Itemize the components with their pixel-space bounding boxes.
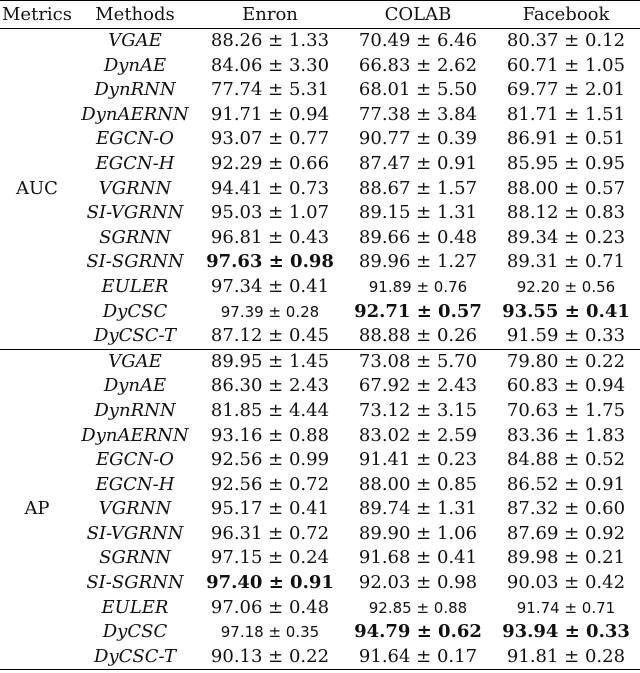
table-row [0,54,640,79]
colab-value: 87.47 ± 0.91 [358,152,478,174]
header-metrics: Metrics [2,4,72,25]
enron-value: 84.06 ± 3.30 [210,54,330,76]
enron-value: 97.15 ± 0.24 [210,547,330,569]
table-row [0,177,640,202]
table-row [0,645,640,670]
colab-value: 92.85 ± 0.88 [368,598,468,617]
enron-value: 92.29 ± 0.66 [210,152,330,174]
method-name: EGCN-O [96,449,174,471]
facebook-value: 81.71 ± 1.51 [506,103,626,125]
colab-value: 70.49 ± 6.46 [358,30,478,51]
method-name: DynAE [103,54,167,76]
enron-value: 81.85 ± 4.44 [210,399,330,421]
facebook-value: 93.94 ± 0.33 [502,621,630,643]
enron-value: 95.03 ± 1.07 [210,202,330,224]
colab-value: 92.71 ± 0.57 [354,300,482,322]
method-name: SI-SGRNN [86,251,184,273]
table-row [0,546,640,571]
method-name: DynRNN [94,79,176,101]
method-name: SGRNN [99,547,171,569]
enron-value: 97.63 ± 0.98 [206,251,334,273]
table-row [0,152,640,177]
method-name: DyCSC-T [94,645,176,667]
enron-value: 89.95 ± 1.45 [210,350,330,372]
facebook-value: 79.80 ± 0.22 [506,350,626,372]
facebook-value: 87.32 ± 0.60 [506,498,626,520]
enron-value: 87.12 ± 0.45 [210,325,330,347]
table-row [0,522,640,547]
table-row [0,226,640,251]
colab-value: 92.03 ± 0.98 [358,572,478,594]
metric-label: AP [24,498,50,520]
enron-value: 97.34 ± 0.41 [210,275,330,297]
enron-value: 91.71 ± 0.94 [210,103,330,125]
colab-value: 91.41 ± 0.23 [358,449,478,471]
facebook-value: 88.00 ± 0.57 [506,177,626,199]
facebook-value: 92.20 ± 0.56 [516,277,616,296]
facebook-value: 89.34 ± 0.23 [506,226,626,248]
facebook-value: 87.69 ± 0.92 [506,522,626,544]
facebook-value: 91.74 ± 0.71 [516,598,616,617]
enron-value: 77.74 ± 5.31 [210,79,330,101]
table-row [0,275,640,300]
enron-value: 90.13 ± 0.22 [210,645,330,667]
colab-value: 94.79 ± 0.62 [354,621,482,643]
colab-value: 68.01 ± 5.50 [358,79,478,101]
table-row [0,448,640,473]
header-facebook: Facebook [522,4,610,25]
facebook-value: 69.77 ± 2.01 [506,79,626,101]
table-row [0,424,640,449]
header-enron: Enron [242,4,298,25]
method-name: DynAE [103,375,167,397]
enron-value: 93.07 ± 0.77 [210,128,330,150]
colab-value: 88.88 ± 0.26 [358,325,478,347]
facebook-value: 88.12 ± 0.83 [506,202,626,224]
colab-value: 89.15 ± 1.31 [358,202,478,224]
enron-value: 97.18 ± 0.35 [220,623,320,642]
table-row [0,349,640,374]
enron-value: 97.39 ± 0.28 [220,302,320,321]
table-row [0,250,640,275]
table-row [0,596,640,621]
facebook-value: 91.59 ± 0.33 [506,325,626,347]
enron-value: 88.26 ± 1.33 [210,30,330,51]
table-row [0,571,640,596]
method-name: DynAERNN [81,424,189,446]
method-name: DyCSC [102,300,168,322]
table-row [0,78,640,103]
method-name: EULER [101,596,169,618]
colab-value: 66.83 ± 2.62 [358,54,478,76]
enron-value: 96.31 ± 0.72 [210,522,330,544]
colab-value: 73.12 ± 3.15 [358,399,478,421]
method-name: SI-VGRNN [86,522,184,544]
table-row [0,620,640,645]
facebook-value: 89.98 ± 0.21 [506,547,626,569]
enron-value: 93.16 ± 0.88 [210,424,330,446]
method-name: EGCN-O [96,128,174,150]
method-name: VGRNN [98,498,172,520]
facebook-value: 86.91 ± 0.51 [506,128,626,150]
table-row [0,497,640,522]
table-row [0,127,640,152]
method-name: SI-VGRNN [86,202,184,224]
facebook-value: 80.37 ± 0.12 [506,30,626,51]
colab-value: 83.02 ± 2.59 [358,424,478,446]
table-row [0,300,640,325]
enron-value: 92.56 ± 0.99 [210,449,330,471]
facebook-value: 91.81 ± 0.28 [506,645,626,667]
facebook-value: 84.88 ± 0.52 [506,449,626,471]
colab-value: 91.68 ± 0.41 [358,547,478,569]
colab-value: 67.92 ± 2.43 [358,375,478,397]
facebook-value: 89.31 ± 0.71 [506,251,626,273]
facebook-value: 93.55 ± 0.41 [502,300,630,322]
table-row [0,473,640,498]
table-row [0,201,640,226]
method-name: VGAE [108,30,162,51]
enron-value: 97.40 ± 0.91 [206,572,334,594]
enron-value: 96.81 ± 0.43 [210,226,330,248]
colab-value: 89.96 ± 1.27 [358,251,478,273]
colab-value: 89.74 ± 1.31 [358,498,478,520]
table-row [0,399,640,424]
enron-value: 92.56 ± 0.72 [210,473,330,495]
table-row [0,374,640,399]
colab-value: 89.66 ± 0.48 [358,226,478,248]
method-name: EGCN-H [95,152,175,174]
colab-value: 91.64 ± 0.17 [358,645,478,667]
method-name: DyCSC-T [94,325,176,347]
facebook-value: 60.71 ± 1.05 [506,54,626,76]
header-methods: Methods [95,4,175,25]
colab-value: 90.77 ± 0.39 [358,128,478,150]
method-name: DynAERNN [81,103,189,125]
method-name: SGRNN [99,226,171,248]
method-name: EGCN-H [95,473,175,495]
table-row [0,29,640,54]
method-name: VGAE [108,350,162,372]
enron-value: 97.06 ± 0.48 [210,596,330,618]
metric-label: AUC [16,177,58,199]
colab-value: 89.90 ± 1.06 [358,522,478,544]
facebook-value: 90.03 ± 0.42 [506,572,626,594]
enron-value: 95.17 ± 0.41 [210,498,330,520]
table-header [0,1,640,29]
colab-value: 88.67 ± 1.57 [358,177,478,199]
colab-value: 88.00 ± 0.85 [358,473,478,495]
header-colab: COLAB [384,4,452,25]
facebook-value: 70.63 ± 1.75 [506,399,626,421]
method-name: DyCSC [102,621,168,643]
enron-value: 86.30 ± 2.43 [210,375,330,397]
method-name: VGRNN [98,177,172,199]
facebook-value: 86.52 ± 0.91 [506,473,626,495]
table-row [0,103,640,128]
colab-value: 91.89 ± 0.76 [368,277,468,296]
colab-value: 73.08 ± 5.70 [358,350,478,372]
auc-group [0,29,640,350]
table-row [0,324,640,349]
facebook-value: 85.95 ± 0.95 [506,152,626,174]
method-name: DynRNN [94,399,176,421]
header-row [0,1,640,29]
enron-value: 94.41 ± 0.73 [210,177,330,199]
method-name: EULER [101,275,169,297]
ap-group [0,349,640,670]
facebook-value: 83.36 ± 1.83 [506,424,626,446]
colab-value: 77.38 ± 3.84 [358,103,478,125]
facebook-value: 60.83 ± 0.94 [506,375,626,397]
method-name: SI-SGRNN [86,572,184,594]
